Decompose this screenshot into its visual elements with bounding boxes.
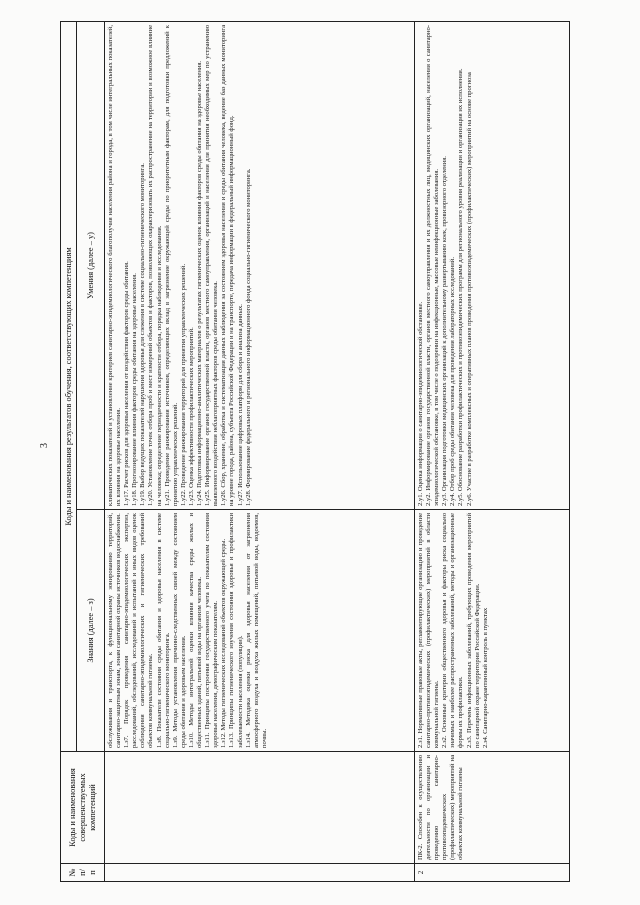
skill-item: 1.у19. Выбор ведущих показателей нарушения здоровья для слежения в системе социально-гигиенического мониторинга.	[139, 163, 147, 506]
knowledge-item: 1.з11. Принципы построения государственного учета по показателям состояния здоровья населения, демографическим показателям.	[204, 513, 220, 748]
skill-item: 1.у18. Прогнозирование влияния факторов среды обитания на здоровье населения.	[131, 273, 139, 506]
skill-item: 2.у1. Оценка информации о санитарно-эпидемиологической обстановке.	[417, 301, 424, 506]
page-number: 3	[39, 443, 50, 448]
knowledge-item: 1.з14. Методика оценки риска для здоровья населения от загрязнения атмосферного воздуха и воздуха жилых помещений, питьевой воды, водоемов, почвы.	[244, 513, 268, 748]
skill-item: 1.у26. Сбор, хранение, обработка и систематизация данных наблюдения за состоянием здоровья населения и среды обитания человека, ведение баз данных мониторинга на уровне города, района, субъекта Российской Федерации и на транспорте, передача информации в федеральный информационный фонд.	[220, 24, 236, 506]
row-number	[105, 864, 415, 882]
header-codes: Коды и наименования совершенствуемых компетенций	[61, 752, 105, 864]
row-knowledge	[105, 510, 415, 752]
competence-table	[60, 21, 570, 882]
header-group: Коды и наименования результатов обучения, соответствующих компетенциям	[61, 21, 77, 751]
knowledge-item: 1.з7. Порядок проведения санитарно-эпидемиологических экспертиз, расследований, обследований, исследований и испытаний и иных видов оценок соблюдения санитарно-эпидемиологических и гигиенических требований объектов коммунальной гигиены.	[123, 513, 155, 748]
knowledge-item: 2.з2. Основные критерии общественного здоровья и факторы риска социально значимых и наиболее распространенных заболеваний, методы и организационные формы их профилактики.	[441, 513, 465, 748]
knowledge-item: 1.з10. Методы интегральной оценки влияния качества среды жилых и общественных зданий, питьевой воды на организм человека.	[187, 513, 204, 748]
row-skills	[105, 21, 415, 509]
knowledge-item: 2.з3. Перечень инфекционных заболеваний, требующих проведения мероприятий по санитарной охране территории Российской Федерации.	[465, 513, 481, 748]
skill-item: 2.у3. Организация подготовки медицинских организаций к дополнительному развертыванию коек, провизорного отделения.	[441, 156, 449, 506]
knowledge-item: 2.з1. Нормативные правовые акты, регламентирующие организацию и проведение санитарно-противоэпидемических (профилактических) мероприятий в области коммунальной гигиены.	[417, 513, 441, 748]
skill-item: 2.у2. Информирование органов государственной власти, органов местного самоуправления и их должностных лиц, медицинских организаций, населения о санитарно-эпидемиологической обстановке, в том числе о подозрении на инфекционные, массовые неинфекционные заболевания.	[425, 24, 441, 506]
knowledge-item: 1.з9. Методы установления причинно-следственных связей между состоянием среды обитания и здоровьем населения.	[171, 513, 187, 748]
row-knowledge	[415, 510, 570, 752]
row-skills	[415, 21, 570, 509]
skill-item: 2.у5. Обоснование разработки профилактических и противоэпидемических программ для регионального уровня реализации и организация их исполнения.	[457, 68, 465, 506]
table-row	[415, 21, 570, 881]
skill-item: 2.у4. Отбор проб среды обитания человека для проведения лабораторных исследований.	[449, 257, 457, 506]
knowledge-item: 1.з8. Показатели состояния среды обитания и здоровья населения в системе социально-гигиенического мониторинга.	[155, 513, 171, 748]
skill-item: 1.у21. Проведение ранжирования источников, определяющих вклад в загрязнение окружающей среды по приоритетным факторам, для подготовки предложений к принятию управленческих решений.	[163, 24, 179, 506]
row-number: 2	[415, 864, 570, 882]
skill-item: 1.у17. Расчет рисков для здоровья населения от воздействия факторов среды обитания.	[123, 261, 131, 506]
row-competence: ПК-2. Способен к осуществлению деятельности по организации и проведению санитарно-противоэпидемических (профилактических) мероприятий на объектах коммунальной гигиены	[415, 752, 570, 864]
skill-item: 1.у22. Проведение ранжирования территорий для принятия управленческих решений.	[179, 263, 187, 506]
rotated-sheet	[60, 22, 600, 882]
table-row	[105, 21, 415, 881]
skill-item: 1.у27. Использование цифровых платформ для сбора и анализа данных.	[236, 304, 244, 506]
knowledge-item: 1.з12. Методы гигиенических исследований объектов окружающей среды.	[220, 538, 228, 748]
header-skills: Умения (далее – у)	[77, 21, 105, 509]
row-competence	[105, 752, 415, 864]
skill-item: 1.у28. Формирование федерального и регионального информационного фонда социально-гигиенического мониторинга.	[244, 168, 252, 506]
knowledge-item: обслуживания и транспорта, к функциональному зонированию территорий, санитарно-защитным зонам, зонам санитарной охраны источников водоснабжения.	[107, 513, 123, 748]
knowledge-item: 2.з4. Санитарно-карантинный контроль в пунктах	[481, 607, 489, 748]
rotated-content	[60, 22, 600, 882]
skill-item: 2.у6. Участие в разработке комплексных и оперативных планов проведения противоэпидемических (профилактических) мероприятий на основе прогноза	[465, 72, 473, 506]
skill-item: 1.у24. Подготовка информационно-аналитических материалов о результатах гигиенических оценок влияния факторов среды обитания на здоровье населения.	[196, 60, 204, 506]
skill-item: климатических показателей и установление критериев санитарно-эпидемиологического благополучия населения района и города, в том числе интегральных показателей, их влияния на здоровье населения.	[107, 24, 123, 506]
skill-item: 1.у20. Установление точек отбора проб и мест измерений объектов и факторов, позволяющих охарактеризовать их распространение на территории и возможное влияние на человека; определение периодичности и кратности отбора, порядка наблюдения и исследования.	[147, 24, 163, 506]
header-num: № п/п	[61, 864, 105, 882]
header-knowledge: Знания (далее – з)	[77, 510, 105, 752]
knowledge-item: 1.з13. Принципы гигиенического изучения состояния здоровья и профилактики заболеваемости населения (популяции).	[228, 513, 244, 748]
skill-item: 1.у25. Информирование органов государственной власти, органов местного самоуправления, организаций и населения для принятия необходимых мер по устранению выявленного воздействия неблагоприятных факторов среды обитания человека.	[204, 24, 220, 506]
skill-item: 1.у23. Оценка эффективности профилактических мероприятий.	[187, 327, 195, 506]
